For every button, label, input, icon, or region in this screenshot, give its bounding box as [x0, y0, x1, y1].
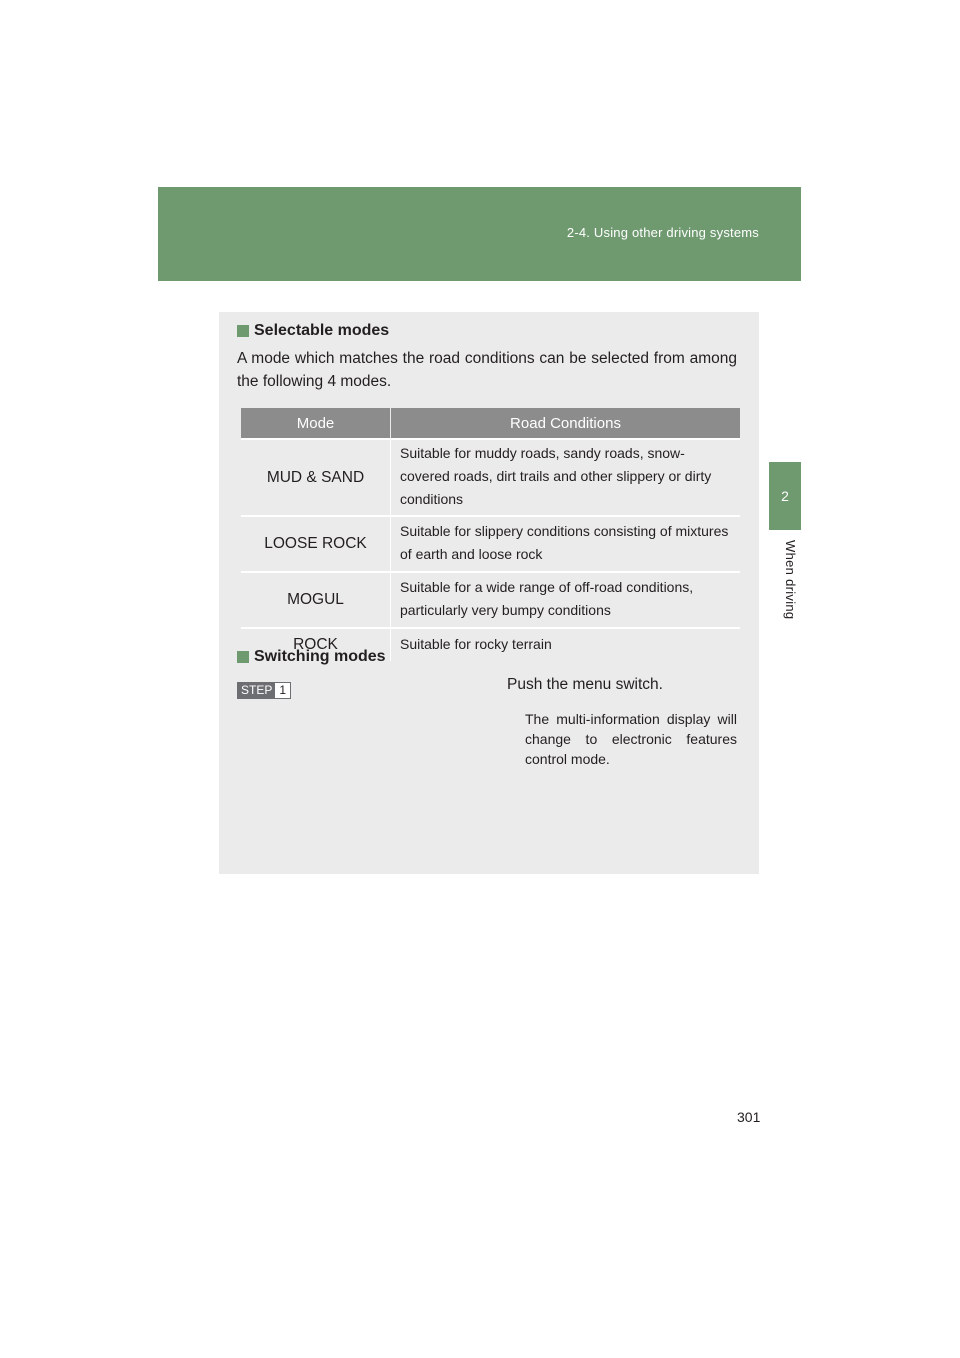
mode-cell: ROCK — [241, 628, 391, 661]
table-header-row — [241, 408, 740, 439]
square-bullet-icon — [237, 651, 249, 663]
section-title: 2-4. Using other driving systems — [566, 225, 759, 240]
table-row — [241, 516, 740, 572]
condition-cell: Suitable for slippery conditions consisting of mixtures of earth and loose rock — [391, 516, 741, 572]
header-band — [158, 187, 801, 281]
table-row — [241, 439, 740, 516]
condition-cell: Suitable for a wide range of off-road conditions, particularly very bumpy conditions — [391, 572, 741, 628]
condition-cell: Suitable for rocky terrain — [391, 628, 741, 661]
step-instruction: Push the menu switch. — [507, 676, 663, 693]
selectable-modes-intro: A mode which matches the road conditions can be selected from among the following 4 modes. — [237, 350, 737, 390]
selectable-modes-heading — [237, 322, 389, 340]
chapter-number: 2 — [781, 488, 789, 504]
step-number: 1 — [275, 683, 290, 698]
modes-table — [241, 408, 740, 661]
selectable-modes-title: Selectable modes — [254, 322, 390, 339]
square-bullet-icon — [237, 325, 249, 337]
content-panel — [219, 312, 759, 874]
mode-cell: LOOSE ROCK — [241, 516, 391, 572]
step-note: The multi-information display will change to electronic features control mode. — [525, 711, 737, 767]
column-header-mode: Mode — [241, 408, 391, 439]
condition-cell: Suitable for muddy roads, sandy roads, snow-covered roads, dirt trails and other slippery or dirty conditions — [391, 439, 741, 516]
switching-modes-title: Switching modes — [254, 648, 386, 665]
mode-cell: MOGUL — [241, 572, 391, 628]
chapter-tab — [769, 462, 801, 530]
mode-cell: MUD & SAND — [241, 439, 391, 516]
table-row — [241, 572, 740, 628]
column-header-conditions: Road Conditions — [391, 408, 741, 439]
page-number: 301 — [737, 1109, 761, 1125]
step-label: STEP — [238, 683, 275, 698]
step-badge — [237, 682, 291, 699]
chapter-label: When driving — [783, 540, 798, 620]
switching-modes-heading — [237, 648, 386, 666]
